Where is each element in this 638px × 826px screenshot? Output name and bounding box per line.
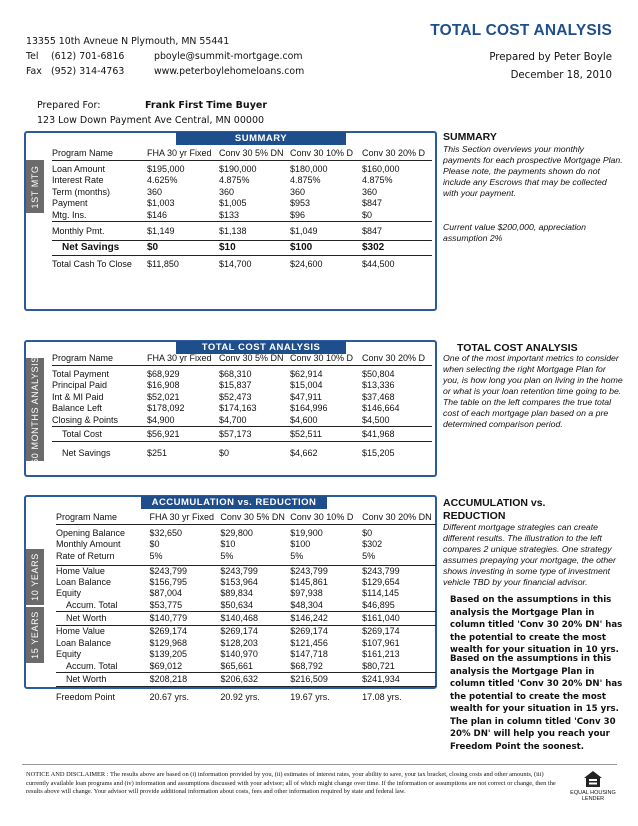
table-cell: Conv 30 10% D <box>290 353 354 363</box>
summary-note-appreciation: Current value $200,000, appreciation assumption 2% <box>443 222 586 243</box>
table-cell: Conv 30 10% D <box>290 148 354 158</box>
table-row <box>56 672 436 687</box>
table-cell: $0 <box>362 527 373 538</box>
table-cell: $53,775 <box>149 599 183 610</box>
row-label: Net Savings <box>62 447 111 458</box>
table-row <box>52 209 432 221</box>
summary-panel-title: SUMMARY <box>176 132 346 145</box>
table-cell: $97,938 <box>290 588 323 599</box>
table-cell: $216,509 <box>290 674 328 684</box>
table-cell: $146,664 <box>362 403 400 414</box>
table-cell: FHA 30 yr Fixed <box>149 512 215 522</box>
accumulation-15yr-conclusion: Based on the assumptions in this analysis the Mortgage Plan in column titled 'Conv 30 20% DN' has the potential to create the most wealth for your situation in 15 yrs. The plan in column titled 'Conv 30 20% DN' will help you reach your Freedom Point the soonest. <box>450 654 623 752</box>
table-row <box>56 611 436 626</box>
table-cell: $208,218 <box>149 674 188 684</box>
table-cell: $32,650 <box>149 527 183 538</box>
table-cell: $160,000 <box>362 163 400 174</box>
row-label: Interest Rate <box>52 175 104 186</box>
tel-label: Tel <box>26 51 39 62</box>
table-cell: 360 <box>219 186 235 197</box>
table-cell: $69,012 <box>149 660 183 671</box>
table-cell: $52,473 <box>219 391 252 402</box>
row-label: Total Cost <box>62 428 103 439</box>
table-cell: $68,310 <box>219 368 252 379</box>
table-cell: $178,092 <box>147 403 185 414</box>
row-label: Net Worth <box>66 613 107 623</box>
email-link[interactable]: pboyle@summit-mortgage.com <box>154 51 303 62</box>
table-cell: $87,004 <box>149 588 183 599</box>
table-row <box>52 403 432 415</box>
table-cell: $128,203 <box>220 637 258 648</box>
table-cell: $206,632 <box>220 674 259 684</box>
table-row <box>56 527 436 539</box>
table-cell: $140,468 <box>220 613 259 623</box>
table-row <box>56 588 436 600</box>
row-label: Program Name <box>52 148 114 158</box>
table-cell: $251 <box>147 447 168 458</box>
client-name: Frank First Time Buyer <box>145 100 268 111</box>
table-cell: $953 <box>290 198 311 209</box>
row-label: Home Value <box>56 626 105 637</box>
total-cost-panel-title: TOTAL COST ANALYSIS <box>176 341 346 354</box>
table-cell: $121,456 <box>290 637 328 648</box>
table-row <box>52 446 432 460</box>
table-cell: 4.875% <box>219 175 250 186</box>
table-cell: 5% <box>220 550 234 561</box>
table-cell: $269,174 <box>290 626 328 637</box>
table-cell: $37,468 <box>362 391 395 402</box>
summary-table <box>52 146 432 272</box>
row-label: Loan Balance <box>56 637 112 648</box>
table-cell: $269,174 <box>149 626 188 637</box>
table-cell: 360 <box>290 186 306 197</box>
row-label: Monthly Amount <box>56 539 121 550</box>
table-cell: $133 <box>219 209 240 220</box>
fax-label: Fax <box>26 66 42 77</box>
table-row <box>52 351 432 366</box>
table-cell: Conv 30 5% DN <box>219 353 284 363</box>
table-cell: $15,004 <box>290 380 323 391</box>
table-cell: $146,242 <box>290 613 328 623</box>
table-cell: $107,961 <box>362 637 400 648</box>
fax-number: (952) 314-4763 <box>51 66 125 77</box>
row-label: Total Payment <box>52 368 110 379</box>
equal-housing-block <box>568 770 618 802</box>
table-cell: Conv 30 5% DN <box>220 512 285 522</box>
table-cell: $10 <box>219 242 236 253</box>
table-cell: 5% <box>362 550 376 561</box>
table-cell: $140,779 <box>149 613 188 623</box>
table-cell: $140,970 <box>220 649 258 660</box>
row-label: Net Savings <box>62 242 120 253</box>
table-cell: $100 <box>290 242 313 253</box>
table-cell: $147,718 <box>290 649 328 660</box>
accumulation-panel <box>24 495 437 702</box>
row-label: Payment <box>52 198 88 209</box>
prepared-for-block <box>37 98 267 128</box>
summary-panel <box>24 131 437 311</box>
equal-housing-label: EQUAL HOUSING LENDER <box>570 790 616 802</box>
table-cell: $243,799 <box>149 565 188 576</box>
table-row <box>56 637 436 649</box>
table-cell: $65,661 <box>220 660 254 671</box>
total-cost-note-title: TOTAL COST ANALYSIS <box>457 342 578 354</box>
table-cell: $16,908 <box>147 380 180 391</box>
table-cell: $195,000 <box>147 163 185 174</box>
table-cell: $15,205 <box>362 447 395 458</box>
table-cell: $129,654 <box>362 576 400 587</box>
table-cell: $243,799 <box>362 565 400 576</box>
table-cell: $1,003 <box>147 198 175 209</box>
table-row <box>52 256 432 272</box>
report-date: December 18, 2010 <box>510 70 612 81</box>
row-label: Principal Paid <box>52 380 108 391</box>
row-label: Int & MI Paid <box>52 391 104 402</box>
table-cell: 5% <box>149 550 163 561</box>
table-cell: $52,511 <box>290 428 322 439</box>
table-cell: $4,700 <box>219 414 247 425</box>
table-row <box>52 146 432 161</box>
table-cell: $4,600 <box>290 414 318 425</box>
table-cell: $100 <box>290 539 311 550</box>
table-cell: $0 <box>219 447 230 458</box>
table-cell: $0 <box>147 242 159 253</box>
table-cell: $146 <box>147 209 168 220</box>
table-cell: $1,149 <box>147 225 175 236</box>
table-cell: $161,040 <box>362 613 400 623</box>
table-cell: 20.67 yrs. <box>149 692 190 702</box>
table-row <box>52 368 432 380</box>
table-cell: Conv 30 20% D <box>362 353 426 363</box>
table-row <box>52 163 432 175</box>
total-cost-table <box>52 351 432 460</box>
table-cell: $269,174 <box>362 626 400 637</box>
table-cell: $139,205 <box>149 649 188 660</box>
footer-divider <box>22 764 617 765</box>
table-row <box>56 565 436 577</box>
row-label: Equity <box>56 649 82 660</box>
table-cell: 4.625% <box>147 175 178 186</box>
table-cell: $1,138 <box>219 225 247 236</box>
company-contact <box>26 34 304 79</box>
table-cell: $302 <box>362 242 385 253</box>
table-cell: $243,799 <box>220 565 258 576</box>
row-label: Program Name <box>56 512 118 522</box>
table-cell: $80,721 <box>362 660 395 671</box>
table-cell: $145,861 <box>290 576 328 587</box>
table-row <box>56 649 436 661</box>
table-cell: 4.875% <box>290 175 321 186</box>
table-row <box>52 240 432 256</box>
table-cell: $96 <box>290 209 306 220</box>
table-cell: $52,021 <box>147 391 180 402</box>
row-label: Accum. Total <box>66 599 118 610</box>
row-label: Closing & Points <box>52 414 119 425</box>
table-cell: $68,792 <box>290 660 323 671</box>
table-cell: $46,895 <box>362 599 395 610</box>
table-cell: 360 <box>362 186 378 197</box>
first-mtg-tab: 1ST MTG <box>26 160 44 213</box>
table-cell: $4,662 <box>290 447 318 458</box>
table-cell: $174,163 <box>219 403 257 414</box>
table-cell: $89,834 <box>220 588 253 599</box>
table-cell: Conv 30 20% DN <box>362 512 432 522</box>
table-cell: $41,968 <box>362 428 395 439</box>
row-label: Balance Left <box>52 403 103 414</box>
table-cell: $19,900 <box>290 527 323 538</box>
summary-note: This Section overviews your monthly payments for each prospective Mortgage Plan. Please note, the payments shown do not include any Escrows that may be collected with your payment. <box>443 144 623 198</box>
table-cell: $114,145 <box>362 588 400 599</box>
table-cell: $56,921 <box>147 428 180 439</box>
table-row <box>52 426 432 442</box>
prepared-by: Prepared by Peter Boyle <box>489 52 612 63</box>
table-cell: $243,799 <box>290 565 328 576</box>
table-cell: $129,968 <box>149 637 188 648</box>
table-cell: $14,700 <box>219 258 252 269</box>
table-cell: $24,600 <box>290 258 323 269</box>
table-cell: $57,173 <box>219 428 252 439</box>
row-label: Net Worth <box>66 674 107 684</box>
table-cell: $4,900 <box>147 414 175 425</box>
total-cost-note: One of the most important metrics to consider when selecting the right Mortgage Plan for you, is how long you plan on living in the home or what is your loan retention time going to be. The table on the left compares the true total cost of each mortgage plan based on a pre determined comparison period. <box>443 353 623 429</box>
table-cell: $48,304 <box>290 599 323 610</box>
table-cell: $153,964 <box>220 576 258 587</box>
tel-number: (612) 701-6816 <box>51 51 125 62</box>
table-row <box>56 626 436 638</box>
table-cell: $180,000 <box>290 163 328 174</box>
table-cell: $13,336 <box>362 380 395 391</box>
row-label: Accum. Total <box>66 660 118 671</box>
table-cell: $241,934 <box>362 674 400 684</box>
table-cell: $10 <box>220 539 236 550</box>
row-label: Mtg. Ins. <box>52 209 87 220</box>
table-row <box>52 186 432 198</box>
fifteen-years-tab: 15 YEARS <box>26 607 44 663</box>
table-row <box>56 690 436 705</box>
table-cell: $50,634 <box>220 599 254 610</box>
table-cell: $47,911 <box>290 391 322 402</box>
months-analysis-tab: 60 MONTHS ANALYSIS <box>26 358 44 461</box>
table-cell: $156,795 <box>149 576 188 587</box>
table-cell: $302 <box>362 539 383 550</box>
table-cell: $1,049 <box>290 225 318 236</box>
table-cell: 360 <box>147 186 163 197</box>
table-cell: $847 <box>362 225 383 236</box>
table-cell: 4.875% <box>362 175 393 186</box>
row-label: Total Cash To Close <box>52 258 132 269</box>
row-label: Equity <box>56 588 82 599</box>
table-row <box>52 380 432 392</box>
row-label: Home Value <box>56 565 105 576</box>
total-cost-panel <box>24 340 437 477</box>
row-label: Term (months) <box>52 186 111 197</box>
table-cell: $0 <box>149 539 160 550</box>
summary-note-title: SUMMARY <box>443 131 497 143</box>
table-cell: 20.92 yrs. <box>220 692 260 702</box>
prepared-for-label: Prepared For: <box>37 100 101 111</box>
table-cell: Conv 30 20% D <box>362 148 426 158</box>
table-row <box>52 414 432 426</box>
table-cell: $11,850 <box>147 258 179 269</box>
table-row <box>52 221 432 240</box>
table-row <box>52 175 432 187</box>
equal-housing-icon <box>583 770 603 788</box>
disclaimer: NOTICE AND DISCLAIMER : The results above are based on (i) information provided by you, (ii) estimates of interest rates, your ability to save, your tax bracket, closing costs and other amounts, (iii) currently available loan programs and (iv) information and assumptions discussed with your advisor; all of which might change over time. If the information or assumptions are not correct or change, then the results above will change. Your advisor will provide additional information about costs, fees and other information required by state and federal law. <box>26 771 556 796</box>
table-cell: 5% <box>290 550 304 561</box>
table-cell: Conv 30 5% DN <box>219 148 284 158</box>
table-row <box>56 599 436 611</box>
row-label: Freedom Point <box>56 692 116 702</box>
table-cell: $161,213 <box>362 649 400 660</box>
table-cell: $62,914 <box>290 368 323 379</box>
table-cell: FHA 30 yr Fixed <box>147 353 212 363</box>
accumulation-10yr-conclusion: Based on the assumptions in this analysis the Mortgage Plan in column titled 'Conv 30 20% DN' has the potential to create the most wealth for your situation in 10 yrs. <box>450 595 623 655</box>
client-address: 123 Low Down Payment Ave Central, MN 00000 <box>37 115 265 126</box>
ten-years-tab: 10 YEARS <box>26 549 44 605</box>
table-cell: $269,174 <box>220 626 258 637</box>
row-label: Loan Balance <box>56 576 112 587</box>
table-row <box>56 539 436 551</box>
table-cell: $847 <box>362 198 383 209</box>
table-row <box>56 576 436 588</box>
table-cell: $190,000 <box>219 163 257 174</box>
table-cell: Conv 30 10% D <box>290 512 354 522</box>
prepared-by-block <box>489 49 612 85</box>
row-label: Rate of Return <box>56 550 115 561</box>
table-cell: $68,929 <box>147 368 180 379</box>
accumulation-table <box>56 510 436 705</box>
table-cell: $164,996 <box>290 403 328 414</box>
table-cell: $50,804 <box>362 368 395 379</box>
accumulation-note-title: ACCUMULATION vs. REDUCTION <box>443 497 546 522</box>
page-title: TOTAL COST ANALYSIS <box>430 22 612 39</box>
table-row <box>56 660 436 672</box>
table-cell: $44,500 <box>362 258 395 269</box>
company-address: 13355 10th Avneue N Plymouth, MN 55441 <box>26 36 230 47</box>
row-label: Monthly Pmt. <box>52 225 105 236</box>
table-cell: $29,800 <box>220 527 253 538</box>
row-label: Loan Amount <box>52 163 106 174</box>
table-cell: FHA 30 yr Fixed <box>147 148 212 158</box>
table-row <box>52 391 432 403</box>
table-row <box>56 510 436 525</box>
accumulation-panel-title: ACCUMULATION vs. REDUCTION <box>141 496 327 509</box>
website-link[interactable]: www.peterboylehomeloans.com <box>154 66 305 77</box>
table-cell: $4,500 <box>362 414 390 425</box>
accumulation-note: Different mortgage strategies can create different results. The illustration to the left compares 2 unique strategies. One strategy assumes prepaying your mortgage, the other shows investing in some type of investment vehicle TBD by your financial advisor. <box>443 522 616 587</box>
table-cell: $0 <box>362 209 373 220</box>
row-label: Opening Balance <box>56 527 126 538</box>
table-cell: 19.67 yrs. <box>290 692 330 702</box>
table-cell: $15,837 <box>219 380 252 391</box>
table-row <box>52 198 432 210</box>
row-label: Program Name <box>52 353 114 363</box>
table-cell: 17.08 yrs. <box>362 692 402 702</box>
table-cell: $1,005 <box>219 198 247 209</box>
table-row <box>56 550 436 562</box>
